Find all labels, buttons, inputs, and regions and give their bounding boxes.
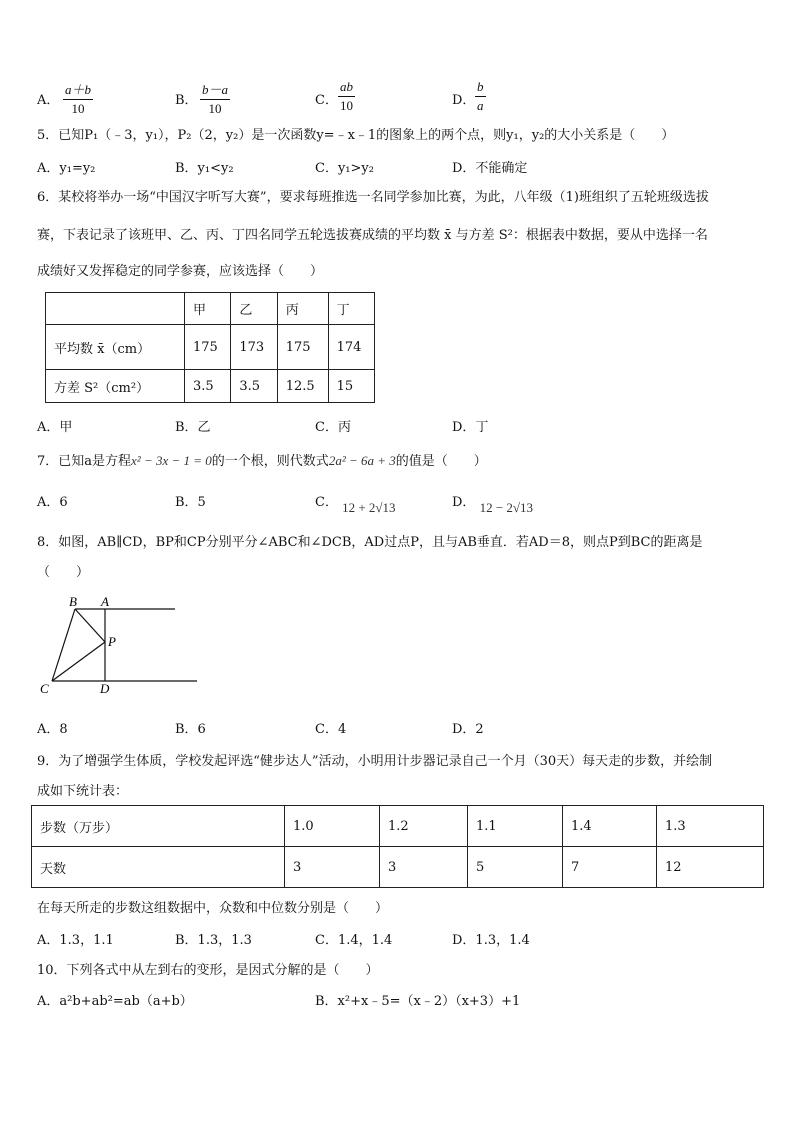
q8-option-d: D．2 <box>452 722 484 737</box>
q6-table-cell: 173 <box>231 325 277 370</box>
q10-stem: 10．下列各式中从左到右的变形，是因式分解的是（ ） <box>37 963 379 978</box>
q9-table-cell: 5 <box>468 847 563 888</box>
q7-stem <box>37 450 487 469</box>
q6-option-c: C．丙 <box>315 420 351 435</box>
q7-stem-part-c: 的值是（ ） <box>395 454 487 469</box>
q6-option-d: D．丁 <box>452 420 489 435</box>
q10-option-b: B．x²+x﹣5=（x﹣2）（x+3）+1 <box>315 994 521 1009</box>
q6-table-cell: 3.5 <box>231 370 277 403</box>
q6-table-header-cell: 乙 <box>231 293 277 325</box>
q4-option-c-label: C． <box>315 93 338 108</box>
q7-option-c <box>315 491 396 515</box>
q9-table-cell: 12 <box>657 847 764 888</box>
q7-option-c-math: 12 + 2√13 <box>342 500 396 515</box>
q6-table-cell: 3.5 <box>185 370 231 403</box>
q6-table-cell: 175 <box>277 325 328 370</box>
q7-stem-part-a: 7．已知a是方程 <box>37 454 132 469</box>
q5-option-c: C．y₁>y₂ <box>315 161 374 176</box>
q6-table-cell: 15 <box>328 370 374 403</box>
q6-table-header-row <box>46 293 375 325</box>
q4-option-a-fraction: $\frac{a+b}{10}$ <box>63 79 93 117</box>
line-bc <box>52 609 75 681</box>
q8-stem-line2: （ ） <box>37 565 90 580</box>
q7-option-d <box>452 491 534 515</box>
q8-option-c: C．4 <box>315 722 347 737</box>
q6-table-cell: 175 <box>185 325 231 370</box>
q9-stem-line2: 成如下统计表： <box>37 784 129 799</box>
q6-table-row-variance <box>46 370 375 403</box>
q6-option-a: A．甲 <box>37 420 73 435</box>
q4-option-b-label: B． <box>175 93 198 108</box>
q5-option-b: B．y₁<y₂ <box>175 161 234 176</box>
q6-row-label-mean: 平均数 x̄（cm） <box>46 325 185 370</box>
q9-table-cell: 1.2 <box>380 806 468 847</box>
q9-table-row-steps <box>32 806 764 847</box>
q9-table-cell: 3 <box>285 847 380 888</box>
label-c: C <box>40 681 49 696</box>
q9-table-row-days <box>32 847 764 888</box>
q8-stem-line1: 8．如图，AB∥CD，BP和CP分别平分∠ABC和∠DCB，AD过点P，且与AB垂直．若AD＝8，则点P到BC的距离是 <box>37 535 703 550</box>
q6-row-label-variance: 方差 S²（cm²） <box>46 370 185 403</box>
q6-stem-line1: 6．某校将举办一场“中国汉字听写大赛”，要求每班推选一名同学参加比赛，为此，八年级（1)班组织了五轮班级选拔 <box>37 190 709 205</box>
q9-question: 在每天所走的步数这组数据中，众数和中位数分别是（ ） <box>37 901 389 916</box>
q9-row-label-steps: 步数（万步） <box>32 806 285 847</box>
q6-table-header-cell: 丙 <box>277 293 328 325</box>
q7-stem-part-b: 的一个根，则代数式 <box>211 454 329 469</box>
q9-table-cell: 1.1 <box>468 806 563 847</box>
q9-table-cell: 3 <box>380 847 468 888</box>
q7-equation: x² − 3x − 1 = 0 <box>131 453 212 468</box>
q4-option-b-fraction: $\frac{b-a}{10}$ <box>200 79 230 117</box>
q10-option-a: A．a²b+ab²=ab（a+b） <box>37 994 193 1009</box>
q6-stem-line2: 赛，下表记录了该班甲、乙、丙、丁四名同学五轮选拔赛成绩的平均数 x̄ 与方差 S²：根据表中数据，要从中选择一名 <box>37 228 708 243</box>
q6-table-header-cell: 甲 <box>185 293 231 325</box>
q6-option-b: B．乙 <box>175 420 211 435</box>
q9-table-cell: 1.4 <box>563 806 657 847</box>
q8-option-a: A．8 <box>37 722 68 737</box>
q7-option-a: A．6 <box>37 495 68 510</box>
line-bp <box>75 609 105 642</box>
q9-table <box>31 805 764 888</box>
q7-option-c-label: C． <box>315 495 338 510</box>
label-b: B <box>69 594 77 609</box>
q4-option-a-label: A． <box>37 93 60 108</box>
label-d: D <box>100 681 110 696</box>
q8-geometry-figure <box>35 592 205 702</box>
q7-option-b: B．5 <box>175 495 206 510</box>
q6-stem-line3: 成绩好又发挥稳定的同学参赛，应该选择（ ） <box>37 264 324 279</box>
q5-option-a: A．y₁=y₂ <box>37 161 96 176</box>
q6-table-row-mean <box>46 325 375 370</box>
q4-option-d-fraction: $\frac{b}{a}$ <box>477 79 484 113</box>
q6-table-corner <box>46 293 185 325</box>
q4-option-d-label: D． <box>452 93 476 108</box>
label-a: A <box>101 594 109 609</box>
line-cp <box>52 642 105 681</box>
q5-stem: 5．已知P₁（﹣3，y₁），P₂（2，y₂）是一次函数y=﹣x﹣1的图象上的两个点，则y₁，y₂的大小关系是（ ） <box>37 128 675 143</box>
q6-table <box>45 292 375 403</box>
q7-option-d-label: D． <box>452 495 476 510</box>
q9-option-b: B．1.3，1.3 <box>175 933 252 948</box>
q9-option-d: D．1.3，1.4 <box>452 933 530 948</box>
q9-row-label-days: 天数 <box>32 847 285 888</box>
q8-option-b: B．6 <box>175 722 206 737</box>
q4-option-c-fraction: $\frac{ab}{10}$ <box>340 79 353 113</box>
q7-option-d-math: 12 − 2√13 <box>479 500 534 515</box>
q6-table-cell: 12.5 <box>277 370 328 403</box>
q6-table-cell: 174 <box>328 325 374 370</box>
q9-table-cell: 1.0 <box>285 806 380 847</box>
q5-option-d: D．不能确定 <box>452 161 528 176</box>
q9-option-a: A．1.3，1.1 <box>37 933 114 948</box>
q9-stem-line1: 9．为了增强学生体质，学校发起评选“健步达人”活动，小明用计步器记录自己一个月（30天）每天走的步数，并绘制 <box>37 754 713 769</box>
q9-table-cell: 7 <box>563 847 657 888</box>
q6-table-header-cell: 丁 <box>328 293 374 325</box>
q7-expression: 2a² − 6a + 3 <box>328 453 396 468</box>
q9-option-c: C．1.4，1.4 <box>315 933 393 948</box>
q9-table-cell: 1.3 <box>657 806 764 847</box>
label-p: P <box>108 634 116 649</box>
